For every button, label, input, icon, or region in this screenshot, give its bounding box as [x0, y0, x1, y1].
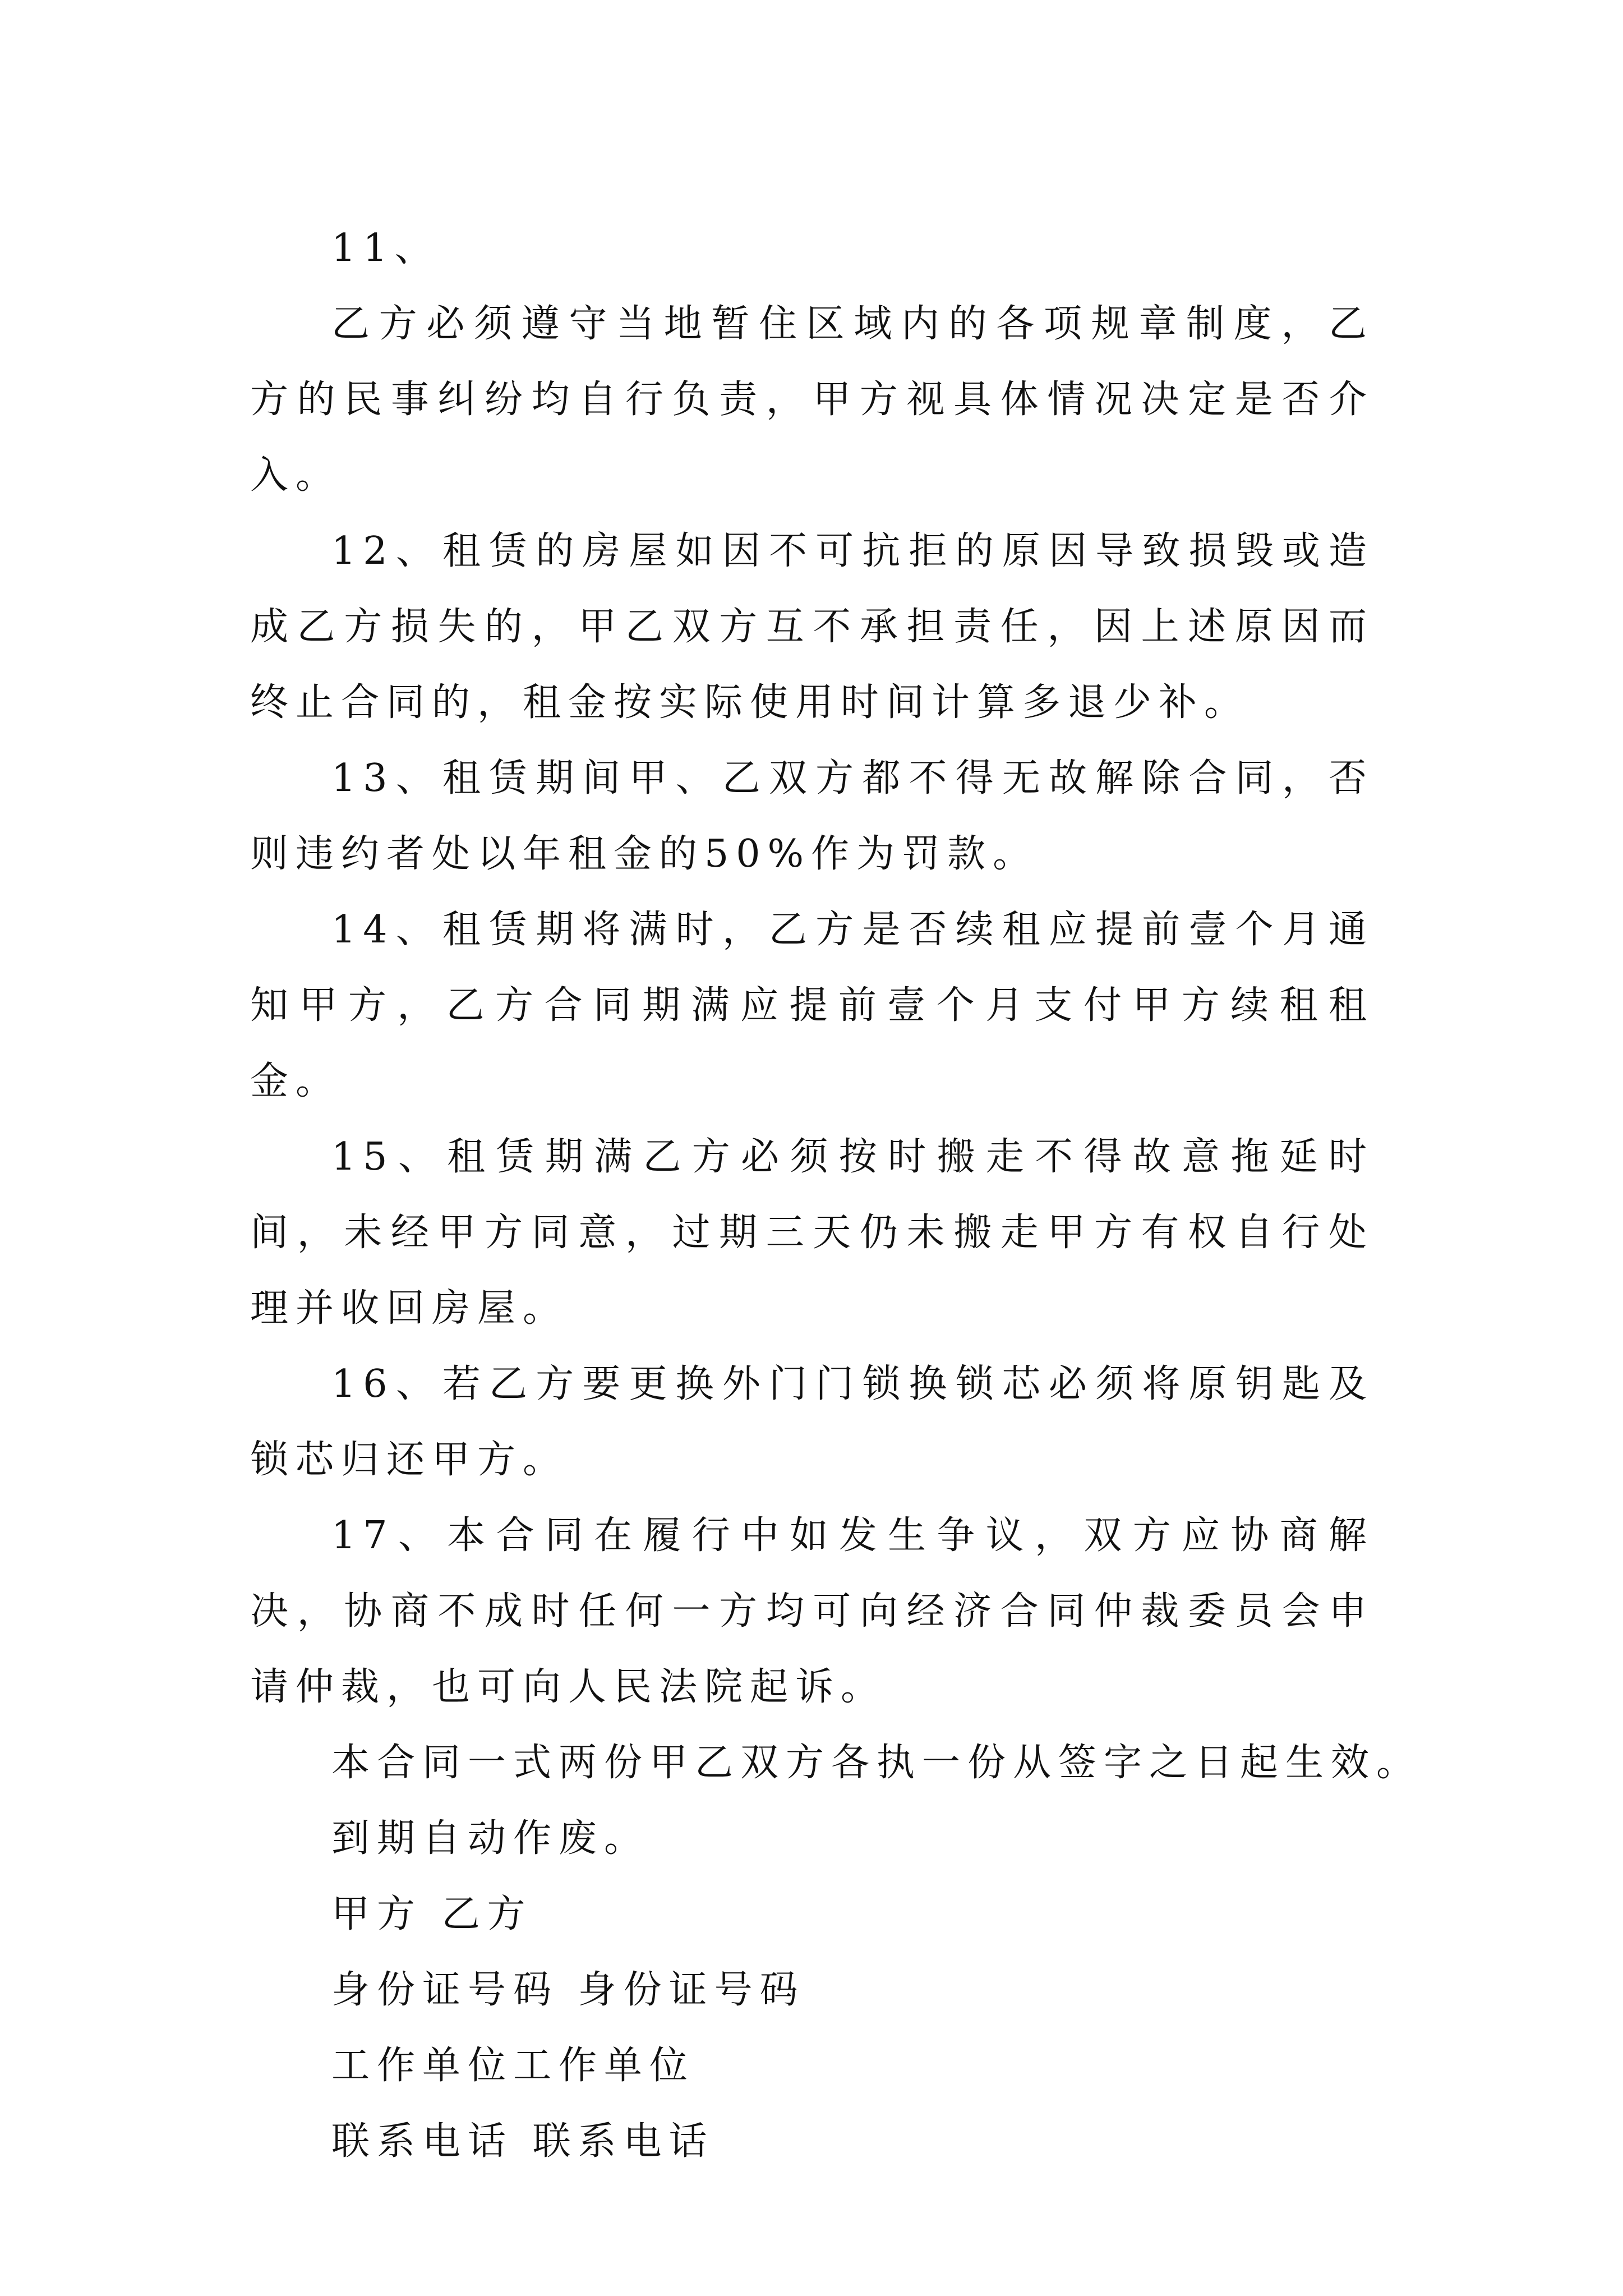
clause-11-heading: 11、	[331, 226, 440, 270]
clause-12: 12、租赁的房屋如因不可抗拒的原因导致损毁或造成乙方损失的，甲乙双方互不承担责任，因上述原因而终止合同的，租金按实际使用时间计算多退少补。	[250, 529, 1374, 725]
signature-id-numbers: 身份证号码 身份证号码	[331, 1968, 805, 2012]
contract-body	[250, 210, 1422, 2179]
clause-14: 14、租赁期将满时，乙方是否续租应提前壹个月通知甲方，乙方合同期满应提前壹个月支付甲方续租租金。	[250, 908, 1374, 1103]
signature-parties: 甲方 乙方	[331, 1892, 533, 1936]
closing-copies: 本合同一式两份甲乙双方各执一份从签字之日起生效。	[331, 1741, 1422, 1785]
signature-block	[250, 1876, 1374, 2179]
signature-employer: 工作单位工作单位	[331, 2044, 695, 2088]
clause-13: 13、租赁期间甲、乙双方都不得无故解除合同，否则违约者处以年租金的50%作为罚款。	[250, 756, 1374, 876]
signature-phone: 联系电话 联系电话	[331, 2119, 714, 2164]
clause-11-body: 乙方必须遵守当地暂住区域内的各项规章制度，乙方的民事纠纷均自行负责，甲方视具体情况决定是否介入。	[250, 302, 1374, 498]
clause-15: 15、租赁期满乙方必须按时搬走不得故意拖延时间，未经甲方同意，过期三天仍未搬走甲方有权自行处理并收回房屋。	[250, 1135, 1374, 1331]
clause-16: 16、若乙方要更换外门门锁换锁芯必须将原钥匙及锁芯归还甲方。	[250, 1362, 1374, 1482]
closing-expiry: 到期自动作废。	[331, 1816, 650, 1861]
clause-17: 17、本合同在履行中如发生争议，双方应协商解决，协商不成时任何一方均可向经济合同仲裁委员会申请仲裁，也可向人民法院起诉。	[250, 1513, 1374, 1709]
